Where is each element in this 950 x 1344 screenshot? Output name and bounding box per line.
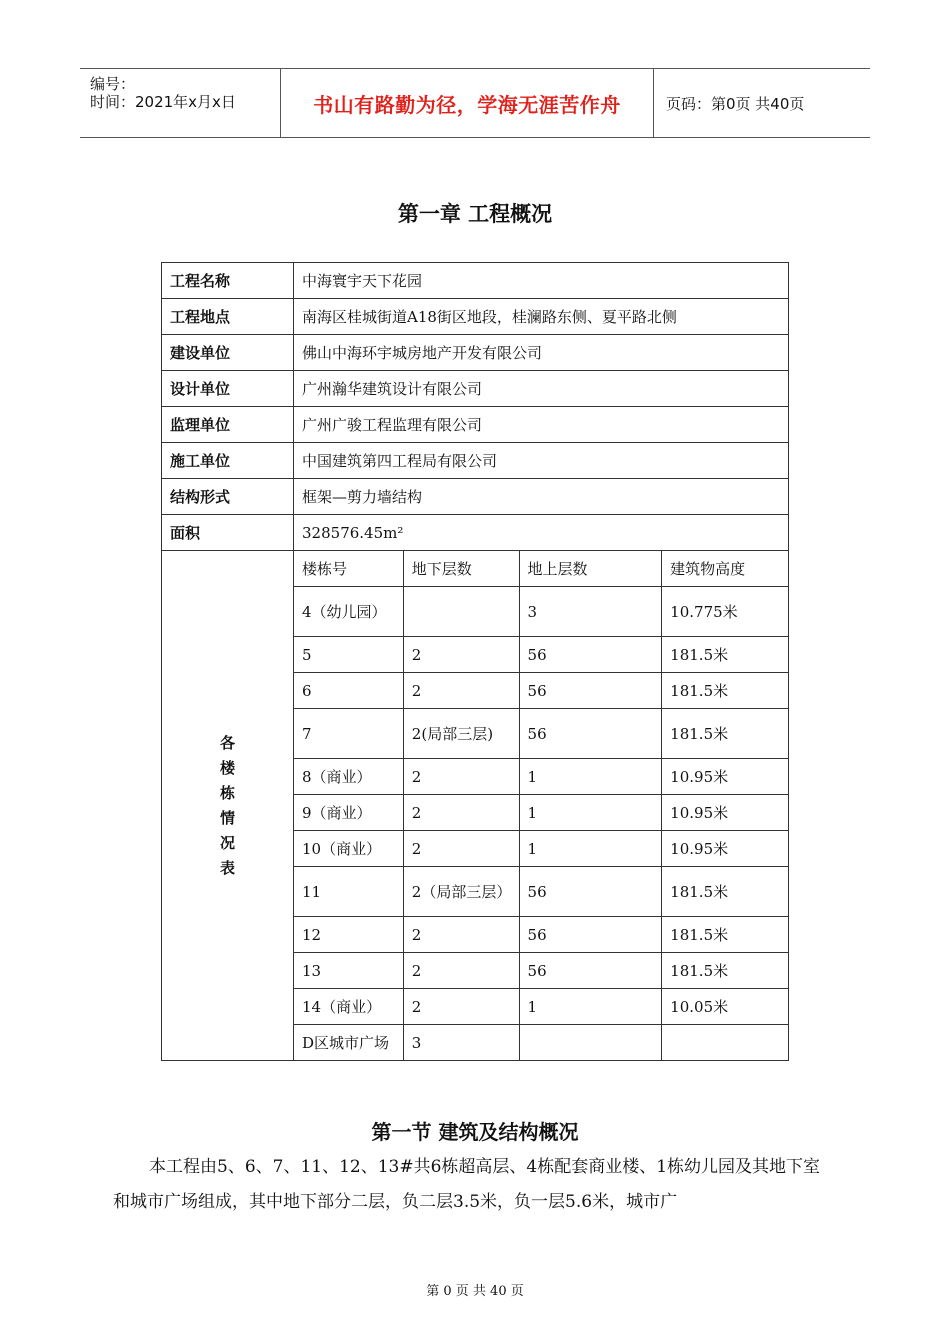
page-header bbox=[80, 68, 870, 138]
building-cell: 6 bbox=[294, 673, 404, 709]
building-cell: 2 bbox=[403, 989, 519, 1025]
building-cell: 2 bbox=[403, 795, 519, 831]
building-cell: 10.95米 bbox=[662, 831, 789, 867]
page-code: 页码：第0页 共40页 bbox=[666, 94, 805, 113]
info-label: 监理单位 bbox=[162, 407, 294, 443]
code-label: 编号： bbox=[90, 75, 136, 93]
motto: 书山有路勤为径，学海无涯苦作舟 bbox=[280, 69, 654, 137]
building-cell: 3 bbox=[403, 1025, 519, 1061]
info-row bbox=[162, 515, 789, 551]
info-label: 工程地点 bbox=[162, 299, 294, 335]
section-title: 第一节 建筑及结构概况 bbox=[371, 1120, 579, 1144]
info-row bbox=[162, 299, 789, 335]
building-header-cell: 地上层数 bbox=[519, 551, 662, 587]
building-cell: 1 bbox=[519, 989, 662, 1025]
building-cell: 8（商业） bbox=[294, 759, 404, 795]
info-row bbox=[162, 407, 789, 443]
header-left-cell bbox=[80, 69, 280, 137]
building-cell: 56 bbox=[519, 867, 662, 917]
building-cell bbox=[662, 1025, 789, 1061]
building-cell: 181.5米 bbox=[662, 673, 789, 709]
building-cell: 56 bbox=[519, 637, 662, 673]
building-cell: 181.5米 bbox=[662, 953, 789, 989]
building-cell: 11 bbox=[294, 867, 404, 917]
info-value: 328576.45m² bbox=[294, 515, 789, 551]
building-cell: 1 bbox=[519, 759, 662, 795]
building-cell: 2 bbox=[403, 759, 519, 795]
info-value: 佛山中海环宇城房地产开发有限公司 bbox=[294, 335, 789, 371]
building-cell bbox=[403, 587, 519, 637]
info-value: 中国建筑第四工程局有限公司 bbox=[294, 443, 789, 479]
building-cell: 10（商业） bbox=[294, 831, 404, 867]
building-cell: 181.5米 bbox=[662, 637, 789, 673]
building-cell: 9（商业） bbox=[294, 795, 404, 831]
building-cell: 2 bbox=[403, 917, 519, 953]
building-cell: 181.5米 bbox=[662, 709, 789, 759]
building-header-cell: 建筑物高度 bbox=[662, 551, 789, 587]
info-value: 中海寰宇天下花园 bbox=[294, 263, 789, 299]
building-cell: 1 bbox=[519, 831, 662, 867]
building-cell: 181.5米 bbox=[662, 917, 789, 953]
building-cell: 14（商业） bbox=[294, 989, 404, 1025]
info-row bbox=[162, 263, 789, 299]
building-cell: 3 bbox=[519, 587, 662, 637]
building-cell: 2 bbox=[403, 673, 519, 709]
info-value: 广州瀚华建筑设计有限公司 bbox=[294, 371, 789, 407]
info-value: 南海区桂城街道A18街区地段，桂澜路东侧、夏平路北侧 bbox=[294, 299, 789, 335]
time-label: 时间：2021年x月x日 bbox=[90, 93, 236, 111]
building-cell: 10.95米 bbox=[662, 795, 789, 831]
info-value: 广州广骏工程监理有限公司 bbox=[294, 407, 789, 443]
page-footer: 第 0 页 共 40 页 bbox=[426, 1284, 524, 1299]
building-cell: 7 bbox=[294, 709, 404, 759]
building-cell: D区城市广场 bbox=[294, 1025, 404, 1061]
building-cell: 5 bbox=[294, 637, 404, 673]
building-cell: 181.5米 bbox=[662, 867, 789, 917]
project-info-table bbox=[161, 262, 789, 1061]
building-cell: 10.95米 bbox=[662, 759, 789, 795]
info-value: 框架—剪力墙结构 bbox=[294, 479, 789, 515]
info-label: 面积 bbox=[162, 515, 294, 551]
chapter-title: 第一章 工程概况 bbox=[397, 202, 553, 226]
building-cell: 2(局部三层) bbox=[403, 709, 519, 759]
building-header-cell: 地下层数 bbox=[403, 551, 519, 587]
info-label: 施工单位 bbox=[162, 443, 294, 479]
info-label: 工程名称 bbox=[162, 263, 294, 299]
building-cell: 56 bbox=[519, 709, 662, 759]
building-cell: 2 bbox=[403, 953, 519, 989]
info-row bbox=[162, 443, 789, 479]
info-label: 结构形式 bbox=[162, 479, 294, 515]
info-row bbox=[162, 479, 789, 515]
building-cell: 2（局部三层） bbox=[403, 867, 519, 917]
building-cell bbox=[519, 1025, 662, 1061]
building-cell: 56 bbox=[519, 953, 662, 989]
building-cell: 10.05米 bbox=[662, 989, 789, 1025]
building-side-label: 各楼栋情况表 bbox=[162, 551, 294, 1061]
building-cell: 1 bbox=[519, 795, 662, 831]
building-header-cell: 楼栋号 bbox=[294, 551, 404, 587]
info-label: 设计单位 bbox=[162, 371, 294, 407]
building-cell: 10.775米 bbox=[662, 587, 789, 637]
body-paragraph: 本工程由5、6、7、11、12、13#共6栋超高层、4栋配套商业楼、1栋幼儿园及其地下室和城市广场组成，其中地下部分二层，负二层3.5米，负一层5.6米，城市广 bbox=[113, 1157, 821, 1212]
info-row bbox=[162, 371, 789, 407]
building-cell: 12 bbox=[294, 917, 404, 953]
info-label: 建设单位 bbox=[162, 335, 294, 371]
building-cell: 2 bbox=[403, 831, 519, 867]
building-cell: 56 bbox=[519, 917, 662, 953]
building-header-row bbox=[162, 551, 789, 587]
building-cell: 13 bbox=[294, 953, 404, 989]
info-row bbox=[162, 335, 789, 371]
building-cell: 4（幼儿园） bbox=[294, 587, 404, 637]
building-cell: 2 bbox=[403, 637, 519, 673]
building-cell: 56 bbox=[519, 673, 662, 709]
